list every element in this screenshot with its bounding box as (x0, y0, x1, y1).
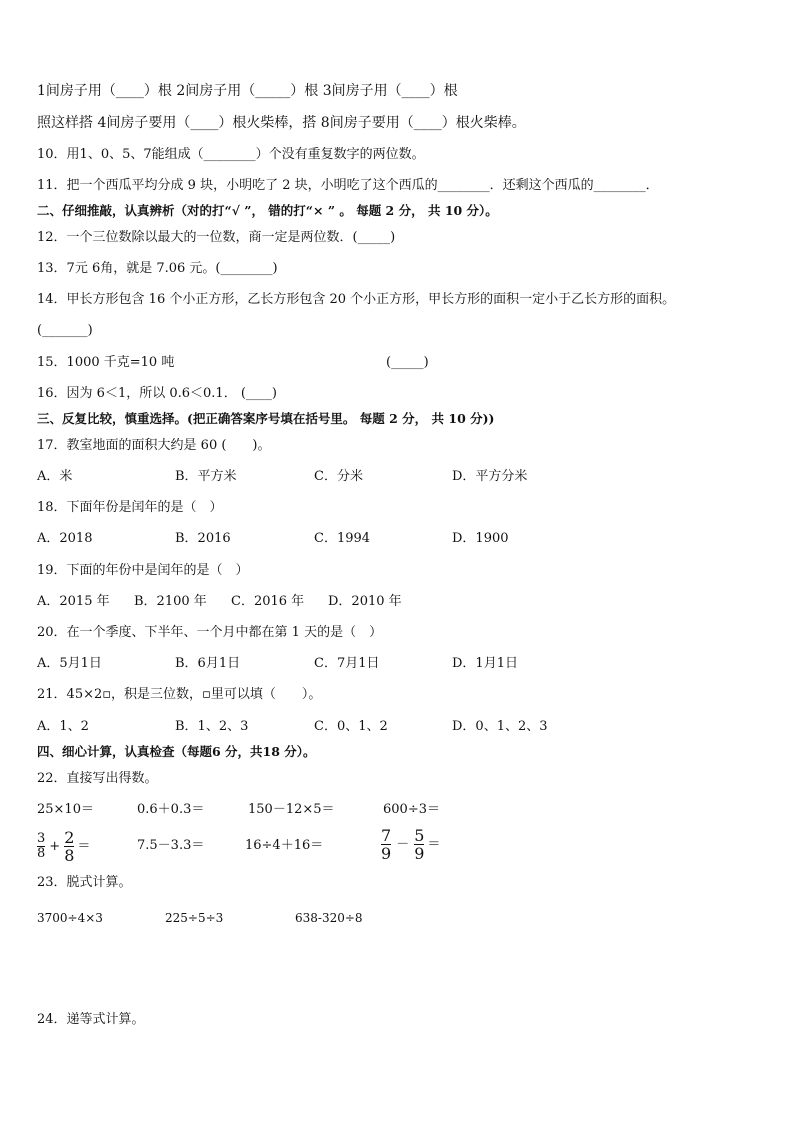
option-c: C．1994 (314, 531, 371, 546)
question-9-line-2: 照这样搭 4间房子要用（____）根火柴棒，搭 8间房子要用（____）根火柴棒。 (37, 115, 526, 131)
question-24: 24．递等式计算。 (37, 1012, 145, 1027)
numerator: 7 (381, 826, 392, 845)
option-c: C．0、1、2 (314, 719, 388, 734)
question-21: 21．45×2▫，积是三位数，▫里可以填（ ）。 (37, 687, 322, 702)
calc-expression: 16÷4＋16＝ (245, 838, 324, 853)
question-22: 22．直接写出得数。 (37, 771, 158, 786)
question-17: 17．教室地面的面积大约是 60 ( )。 (37, 438, 271, 453)
option-b: B．6月1日 (175, 656, 241, 671)
equals-sign: ＝ (427, 836, 441, 852)
calc-expression: 225÷5÷3 (165, 911, 224, 925)
option-b: B．2016 (175, 531, 231, 546)
fraction (37, 832, 45, 861)
calc-expression: 3700÷4×3 (37, 911, 103, 925)
question-20: 20．在一个季度、下半年、一个月中都在第 1 天的是（ ） (37, 625, 383, 640)
question-14-blank: (_______) (37, 323, 93, 338)
option-c: C．2016 年 (231, 594, 305, 609)
plus-sign: + (49, 838, 61, 854)
question-12: 12．一个三位数除以最大的一位数，商一定是两位数．(_____) (37, 230, 396, 245)
option-a: A．1、2 (37, 719, 89, 734)
question-16: 16．因为 6＜1，所以 0.6＜0.1． (____) (37, 386, 277, 401)
equals-sign: ＝ (77, 838, 91, 854)
fraction (414, 827, 424, 862)
option-a: A．2018 (37, 531, 93, 546)
numerator: 2 (64, 828, 75, 847)
denominator: 8 (64, 846, 75, 865)
question-19: 19．下面的年份中是闰年的是（ ） (37, 563, 249, 578)
option-a: A．米 (37, 469, 73, 484)
question-11: 11．把一个西瓜平均分成 9 块，小明吃了 2 块，小明吃了这个西瓜的________．还剩这个西瓜的________． (37, 178, 659, 193)
option-b: B．平方米 (175, 469, 237, 484)
option-c: C．分米 (314, 469, 363, 484)
option-b: B．2100 年 (134, 594, 207, 609)
section-2-heading: 二、仔细推敲，认真辨析（对的打“√ ”， 错的打“× ” 。 每题 2 分， 共 10 分）。 (37, 203, 498, 218)
option-a: A．5月1日 (37, 656, 102, 671)
denominator: 9 (414, 844, 425, 863)
option-c: C．7月1日 (314, 656, 380, 671)
fraction-sum-expression (37, 829, 90, 864)
option-d: D．1月1日 (452, 656, 518, 671)
fraction-difference-expression (381, 827, 440, 862)
option-d: D．2010 年 (328, 594, 402, 609)
question-10: 10．用1、0、5、7能组成（________）个没有重复数字的两位数。 (37, 147, 425, 162)
fraction (64, 829, 74, 864)
question-9-line-1: 1间房子用（____）根 2间房子用（_____）根 3间房子用（____）根 (37, 83, 458, 99)
question-15: 15．1000 千克=10 吨 (37, 355, 175, 370)
numerator: 5 (414, 826, 425, 845)
option-d: D．1900 (452, 531, 509, 546)
option-a: A．2015 年 (37, 594, 110, 609)
question-15-blank: (_____) (386, 355, 429, 370)
option-d: D．0、1、2、3 (452, 719, 548, 734)
calc-expression: 638-320÷8 (295, 911, 363, 925)
question-14: 14．甲长方形包含 16 个小正方形，乙长方形包含 20 个小正方形，甲长方形的面积一定小于乙长方形的面积。 (37, 292, 676, 307)
section-4-heading: 四、细心计算，认真检查（每题6 分，共18 分）。 (37, 744, 316, 759)
section-3-heading: 三、反复比较，慎重选择。(把正确答案序号填在括号里。 每题 2 分， 共 10 分)) (37, 411, 495, 426)
question-23: 23．脱式计算。 (37, 875, 132, 890)
fraction (381, 827, 391, 862)
calc-expression: 25×10＝ (37, 802, 94, 817)
denominator: 8 (37, 846, 46, 861)
calc-expression: 150－12×5＝ (248, 802, 335, 817)
calc-expression: 7.5－3.3＝ (137, 838, 205, 853)
denominator: 9 (381, 844, 392, 863)
option-d: D．平方分米 (452, 469, 528, 484)
calc-expression: 0.6＋0.3＝ (137, 802, 205, 817)
question-18: 18．下面年份是闰年的是（ ） (37, 500, 223, 515)
minus-sign: － (396, 836, 410, 852)
numerator: 3 (37, 831, 46, 846)
calc-expression: 600÷3＝ (383, 802, 440, 817)
option-b: B．1、2、3 (175, 719, 249, 734)
question-13: 13．7元 6角，就是 7.06 元。(________) (37, 261, 278, 276)
